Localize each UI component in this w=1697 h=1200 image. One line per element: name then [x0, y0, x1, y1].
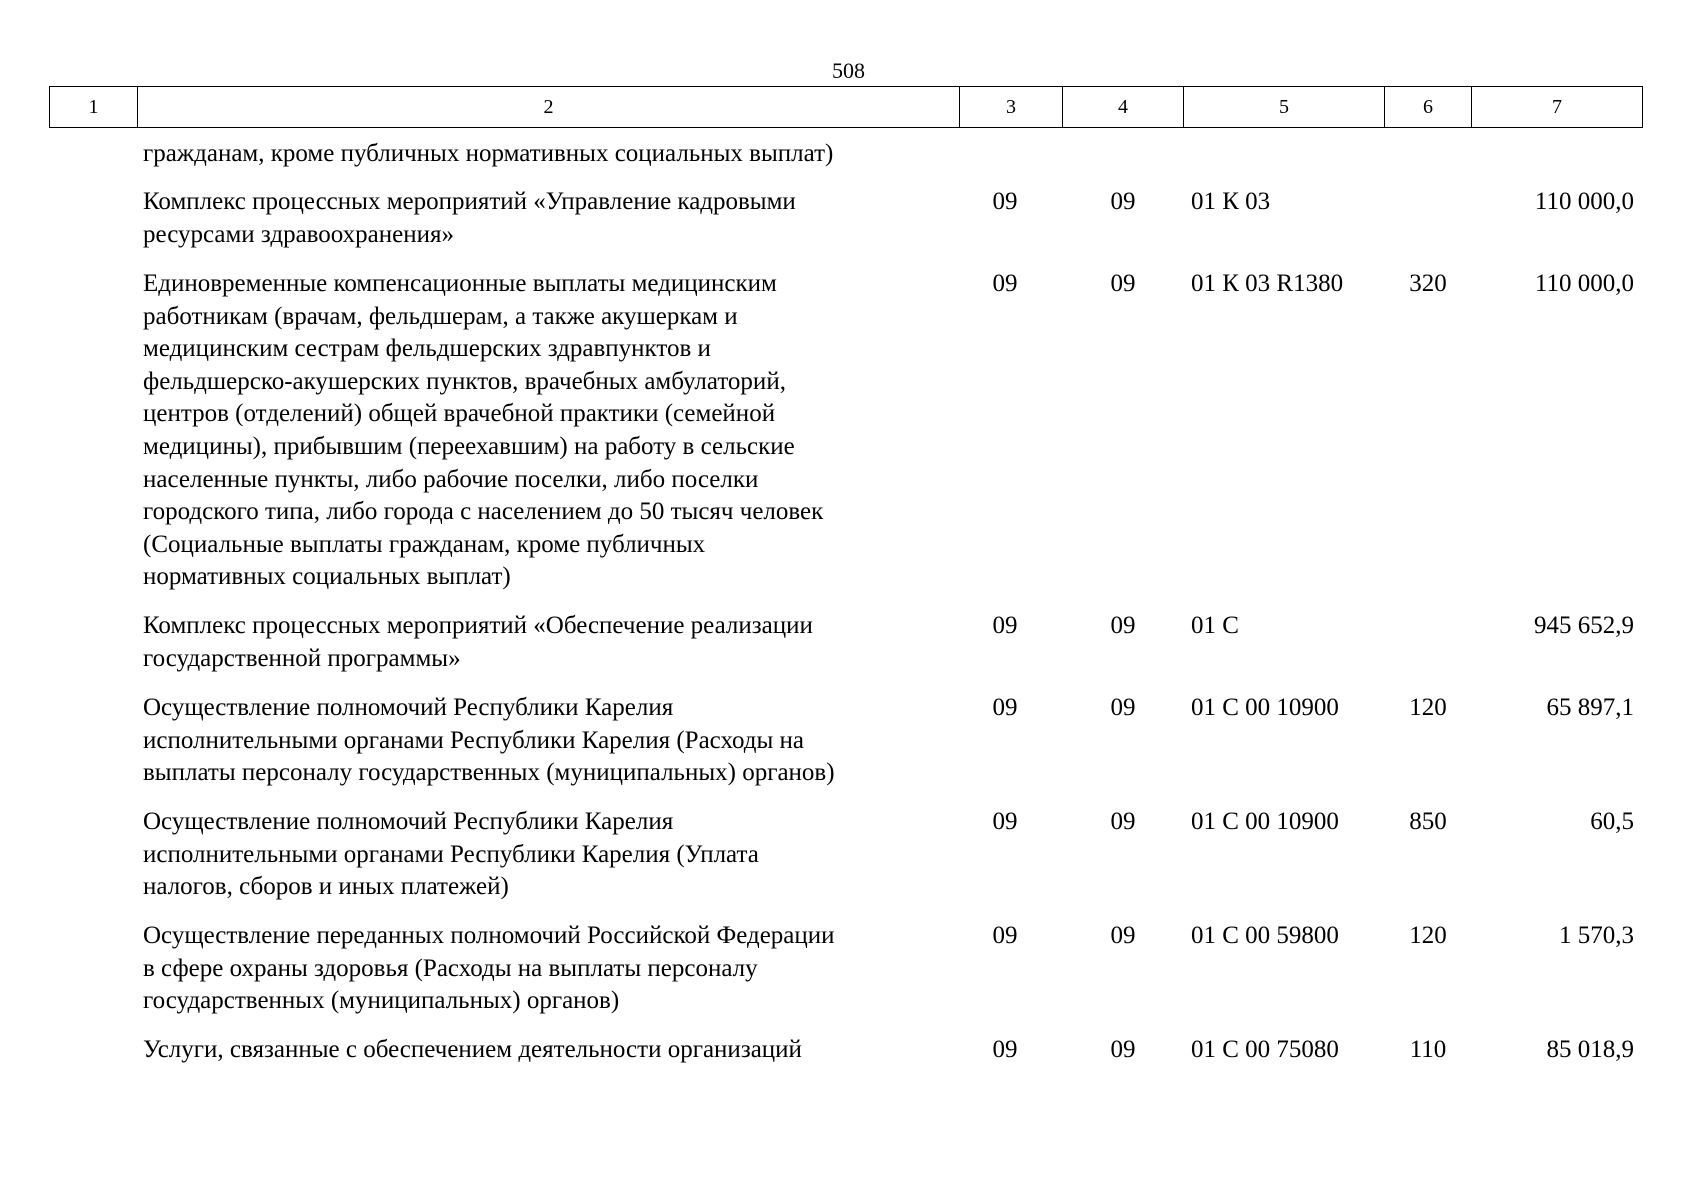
row-code-subsection: 09	[1110, 612, 1136, 639]
row-code-section: 09	[992, 922, 1018, 949]
description-line: государственной программы»	[143, 644, 461, 672]
row-description	[143, 186, 943, 251]
description-line: Осуществление полномочий Республики Карелия	[143, 694, 674, 721]
row-target-article: 01 С 00 75080	[1191, 1036, 1339, 1063]
description-line: медицинским сестрам фельдшерских здравпунктов и	[143, 335, 711, 363]
row-amount: 110 000,0	[1534, 188, 1634, 215]
row-code-section: 09	[992, 188, 1018, 215]
row-code-section: 09	[992, 270, 1018, 297]
row-target-article: 01 С 00 59800	[1191, 922, 1339, 949]
description-line: Комплекс процессных мероприятий «Обеспечение реализации	[143, 612, 813, 639]
row-target-article: 01 К 03 R1380	[1191, 270, 1344, 297]
description-line: Услуги, связанные с обеспечением деятельности организаций	[143, 1036, 802, 1063]
description-line: (Социальные выплаты гражданам, кроме публичных	[143, 530, 706, 558]
column-header-row	[49, 86, 1643, 128]
row-amount: 1 570,3	[1559, 922, 1634, 949]
row-expense-type: 110	[1409, 1036, 1447, 1063]
column-header-7: 7	[1471, 87, 1642, 127]
row-code-section: 09	[992, 1036, 1018, 1063]
row-expense-type: 320	[1409, 270, 1447, 297]
description-line: нормативных социальных выплат)	[143, 563, 511, 591]
description-line: Комплекс процессных мероприятий «Управление кадровыми	[143, 188, 796, 215]
description-line: гражданам, кроме публичных нормативных социальных выплат)	[143, 140, 834, 167]
row-amount: 945 652,9	[1534, 612, 1634, 639]
row-description	[143, 692, 943, 790]
description-line: городского типа, либо города с населением до 50 тысяч человек	[143, 498, 824, 526]
row-code-section: 09	[992, 612, 1018, 639]
row-description	[143, 920, 943, 1018]
description-line: работникам (врачам, фельдшерам, а также акушеркам и	[143, 302, 738, 330]
row-target-article: 01 С 00 10900	[1191, 694, 1339, 721]
row-description	[143, 1034, 943, 1067]
row-target-article: 01 С	[1191, 612, 1239, 639]
description-line: в сфере охраны здоровья (Расходы на выплаты персоналу	[143, 954, 758, 982]
column-header-6: 6	[1384, 87, 1471, 127]
row-code-subsection: 09	[1110, 694, 1136, 721]
description-line: исполнительными органами Республики Карелия (Расходы на	[143, 726, 805, 754]
row-amount: 65 897,1	[1546, 694, 1634, 721]
row-target-article: 01 К 03	[1191, 188, 1271, 215]
row-code-section: 09	[992, 694, 1018, 721]
row-description	[143, 610, 943, 675]
page-number: 508	[832, 58, 865, 83]
description-line: Единовременные компенсационные выплаты медицинским	[143, 270, 777, 297]
description-line: исполнительными органами Республики Карелия (Уплата	[143, 840, 759, 868]
column-header-4: 4	[1062, 87, 1183, 127]
description-line: фельдшерско-акушерских пунктов, врачебных амбулаторий,	[143, 367, 786, 395]
description-line: населенные пункты, либо рабочие поселки, либо поселки	[143, 465, 759, 493]
row-code-subsection: 09	[1110, 188, 1136, 215]
description-line: ресурсами здравоохранения»	[143, 220, 455, 248]
row-code-section: 09	[992, 808, 1018, 835]
description-line: центров (отделений) общей врачебной практики (семейной	[143, 400, 776, 428]
row-code-subsection: 09	[1110, 270, 1136, 297]
row-amount: 110 000,0	[1534, 270, 1634, 297]
row-description	[143, 806, 943, 904]
row-expense-type: 850	[1409, 808, 1447, 835]
column-header-1: 1	[88, 96, 99, 118]
description-line: государственных (муниципальных) органов)	[143, 987, 620, 1015]
row-expense-type: 120	[1409, 922, 1447, 949]
row-description	[143, 268, 943, 594]
description-line: медицины), прибывшим (переехавшим) на работу в сельские	[143, 432, 795, 460]
row-code-subsection: 09	[1110, 1036, 1136, 1063]
description-line: Осуществление полномочий Республики Карелия	[143, 808, 674, 835]
row-description	[143, 138, 943, 171]
row-amount: 85 018,9	[1546, 1036, 1634, 1063]
row-target-article: 01 С 00 10900	[1191, 808, 1339, 835]
row-expense-type: 120	[1409, 694, 1447, 721]
description-line: налогов, сборов и иных платежей)	[143, 873, 509, 901]
description-line: Осуществление переданных полномочий Российской Федерации	[143, 922, 835, 949]
description-line: выплаты персоналу государственных (муниципальных) органов)	[143, 759, 835, 787]
column-header-2: 2	[137, 87, 959, 127]
row-code-subsection: 09	[1110, 808, 1136, 835]
row-amount: 60,5	[1590, 808, 1634, 835]
column-header-5: 5	[1183, 87, 1384, 127]
column-header-3: 3	[959, 87, 1062, 127]
row-code-subsection: 09	[1110, 922, 1136, 949]
